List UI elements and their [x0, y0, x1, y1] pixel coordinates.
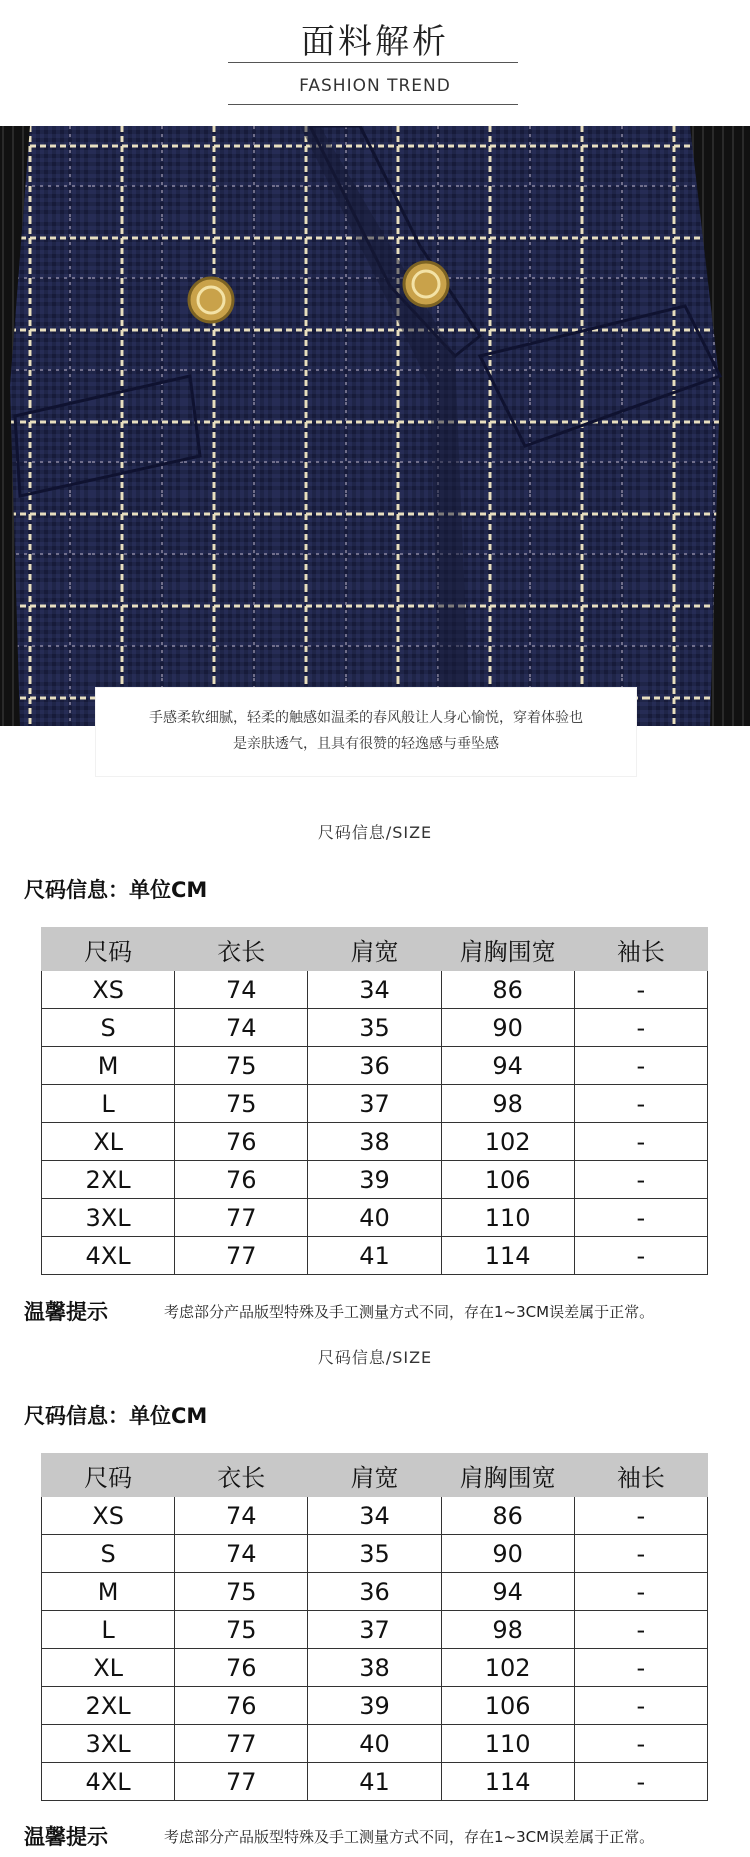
table-cell: XL: [42, 1123, 175, 1161]
table-cell: 90: [441, 1009, 574, 1047]
table-row: [42, 971, 708, 1009]
caption-line-2: 是亲肤透气，且具有很赞的轻逸感与垂坠感: [233, 736, 499, 752]
table-cell: 34: [308, 971, 441, 1009]
table-cell: 76: [175, 1123, 308, 1161]
col-header: 肩宽: [308, 928, 441, 971]
table-row: [42, 1649, 708, 1687]
table-cell: 4XL: [42, 1763, 175, 1801]
table-cell: 114: [441, 1763, 574, 1801]
table-cell: 75: [175, 1047, 308, 1085]
table-cell: S: [42, 1535, 175, 1573]
table-cell: 37: [308, 1085, 441, 1123]
table-cell: 86: [441, 971, 574, 1009]
table-cell: -: [574, 1687, 707, 1725]
table-row: [42, 1573, 708, 1611]
table-cell: -: [574, 1009, 707, 1047]
table-header-row: [42, 928, 708, 971]
table-cell: 76: [175, 1161, 308, 1199]
table-cell: 74: [175, 971, 308, 1009]
table-cell: L: [42, 1085, 175, 1123]
table-cell: 76: [175, 1649, 308, 1687]
table-cell: 39: [308, 1687, 441, 1725]
table-row: [42, 1497, 708, 1535]
table-cell: M: [42, 1573, 175, 1611]
table-cell: 35: [308, 1535, 441, 1573]
table-cell: S: [42, 1009, 175, 1047]
col-header: 尺码: [42, 928, 175, 971]
table-cell: 3XL: [42, 1725, 175, 1763]
table-cell: XL: [42, 1649, 175, 1687]
table-cell: -: [574, 1047, 707, 1085]
tip-text: 考虑部分产品版型特殊及手工测量方式不同，存在1~3CM误差属于正常。: [164, 1828, 655, 1846]
table-cell: 36: [308, 1573, 441, 1611]
table-cell: 74: [175, 1497, 308, 1535]
table-cell: -: [574, 1611, 707, 1649]
table-cell: 106: [441, 1687, 574, 1725]
table-cell: 110: [441, 1199, 574, 1237]
table-cell: 35: [308, 1009, 441, 1047]
table-cell: 41: [308, 1763, 441, 1801]
table-cell: 36: [308, 1047, 441, 1085]
table-cell: 98: [441, 1611, 574, 1649]
table-cell: 102: [441, 1649, 574, 1687]
size-info-label: 尺码信息/SIZE: [317, 1348, 433, 1367]
table-cell: 102: [441, 1123, 574, 1161]
size-table: [41, 1453, 708, 1801]
size-table: [41, 927, 708, 1275]
table-row: [42, 1725, 708, 1763]
table-cell: -: [574, 1763, 707, 1801]
table-row: [42, 1763, 708, 1801]
col-header: 衣长: [175, 928, 308, 971]
table-cell: 86: [441, 1497, 574, 1535]
table-cell: XS: [42, 1497, 175, 1535]
table-cell: -: [574, 1725, 707, 1763]
col-header: 肩宽: [308, 1454, 441, 1497]
table-cell: 76: [175, 1687, 308, 1725]
table-cell: -: [574, 1237, 707, 1275]
table-cell: 77: [175, 1725, 308, 1763]
col-header: 衣长: [175, 1454, 308, 1497]
table-row: [42, 1535, 708, 1573]
tip-text: 考虑部分产品版型特殊及手工测量方式不同，存在1~3CM误差属于正常。: [164, 1303, 655, 1321]
header-title: 面料解析: [301, 22, 449, 62]
fabric-photo: [0, 126, 750, 726]
fabric-caption: [96, 688, 636, 776]
caption-line-1: 手感柔软细腻，轻柔的触感如温柔的春风般让人身心愉悦，穿着体验也: [149, 710, 583, 726]
table-cell: 94: [441, 1047, 574, 1085]
table-row: [42, 1123, 708, 1161]
table-cell: 114: [441, 1237, 574, 1275]
table-cell: 39: [308, 1161, 441, 1199]
table-cell: 90: [441, 1535, 574, 1573]
table-cell: -: [574, 1649, 707, 1687]
table-row: [42, 1199, 708, 1237]
table-cell: XS: [42, 971, 175, 1009]
table-cell: L: [42, 1611, 175, 1649]
header-subtitle: FASHION TREND: [299, 76, 451, 96]
table-row: [42, 1237, 708, 1275]
table-cell: 74: [175, 1009, 308, 1047]
table-cell: 77: [175, 1199, 308, 1237]
table-cell: 75: [175, 1611, 308, 1649]
table-cell: 74: [175, 1535, 308, 1573]
tip-label: 温馨提示: [24, 1300, 108, 1324]
table-cell: 75: [175, 1085, 308, 1123]
table-cell: 4XL: [42, 1237, 175, 1275]
col-header: 尺码: [42, 1454, 175, 1497]
table-cell: -: [574, 1199, 707, 1237]
table-cell: -: [574, 1535, 707, 1573]
col-header: 袖长: [574, 1454, 707, 1497]
table-cell: 106: [441, 1161, 574, 1199]
table-cell: 41: [308, 1237, 441, 1275]
header-divider-top: [228, 62, 518, 63]
table-cell: 3XL: [42, 1199, 175, 1237]
table-cell: 37: [308, 1611, 441, 1649]
col-header: 袖长: [574, 928, 707, 971]
col-header: 肩胸围宽: [441, 928, 574, 971]
table-cell: 75: [175, 1573, 308, 1611]
table-cell: -: [574, 971, 707, 1009]
table-row: [42, 1047, 708, 1085]
table-cell: 34: [308, 1497, 441, 1535]
table-cell: 110: [441, 1725, 574, 1763]
table-cell: 2XL: [42, 1687, 175, 1725]
table-row: [42, 1009, 708, 1047]
table-row: [42, 1611, 708, 1649]
table-cell: 38: [308, 1123, 441, 1161]
table-row: [42, 1161, 708, 1199]
table-cell: -: [574, 1497, 707, 1535]
table-cell: 38: [308, 1649, 441, 1687]
size-unit-label: 尺码信息：单位CM: [24, 878, 208, 902]
page-header: [0, 0, 750, 126]
table-cell: -: [574, 1123, 707, 1161]
table-cell: -: [574, 1161, 707, 1199]
table-cell: 2XL: [42, 1161, 175, 1199]
size-info-label: 尺码信息/SIZE: [317, 823, 433, 842]
table-header-row: [42, 1454, 708, 1497]
table-cell: 77: [175, 1237, 308, 1275]
header-divider-bottom: [228, 104, 518, 105]
size-unit-label: 尺码信息：单位CM: [24, 1404, 208, 1428]
table-cell: 40: [308, 1725, 441, 1763]
table-row: [42, 1687, 708, 1725]
col-header: 肩胸围宽: [441, 1454, 574, 1497]
table-cell: 40: [308, 1199, 441, 1237]
table-cell: M: [42, 1047, 175, 1085]
table-cell: 98: [441, 1085, 574, 1123]
table-cell: -: [574, 1085, 707, 1123]
table-cell: 94: [441, 1573, 574, 1611]
table-row: [42, 1085, 708, 1123]
tip-label: 温馨提示: [24, 1825, 108, 1849]
table-cell: -: [574, 1573, 707, 1611]
tweed-plaid-vest-photo-icon: [0, 126, 750, 726]
table-cell: 77: [175, 1763, 308, 1801]
